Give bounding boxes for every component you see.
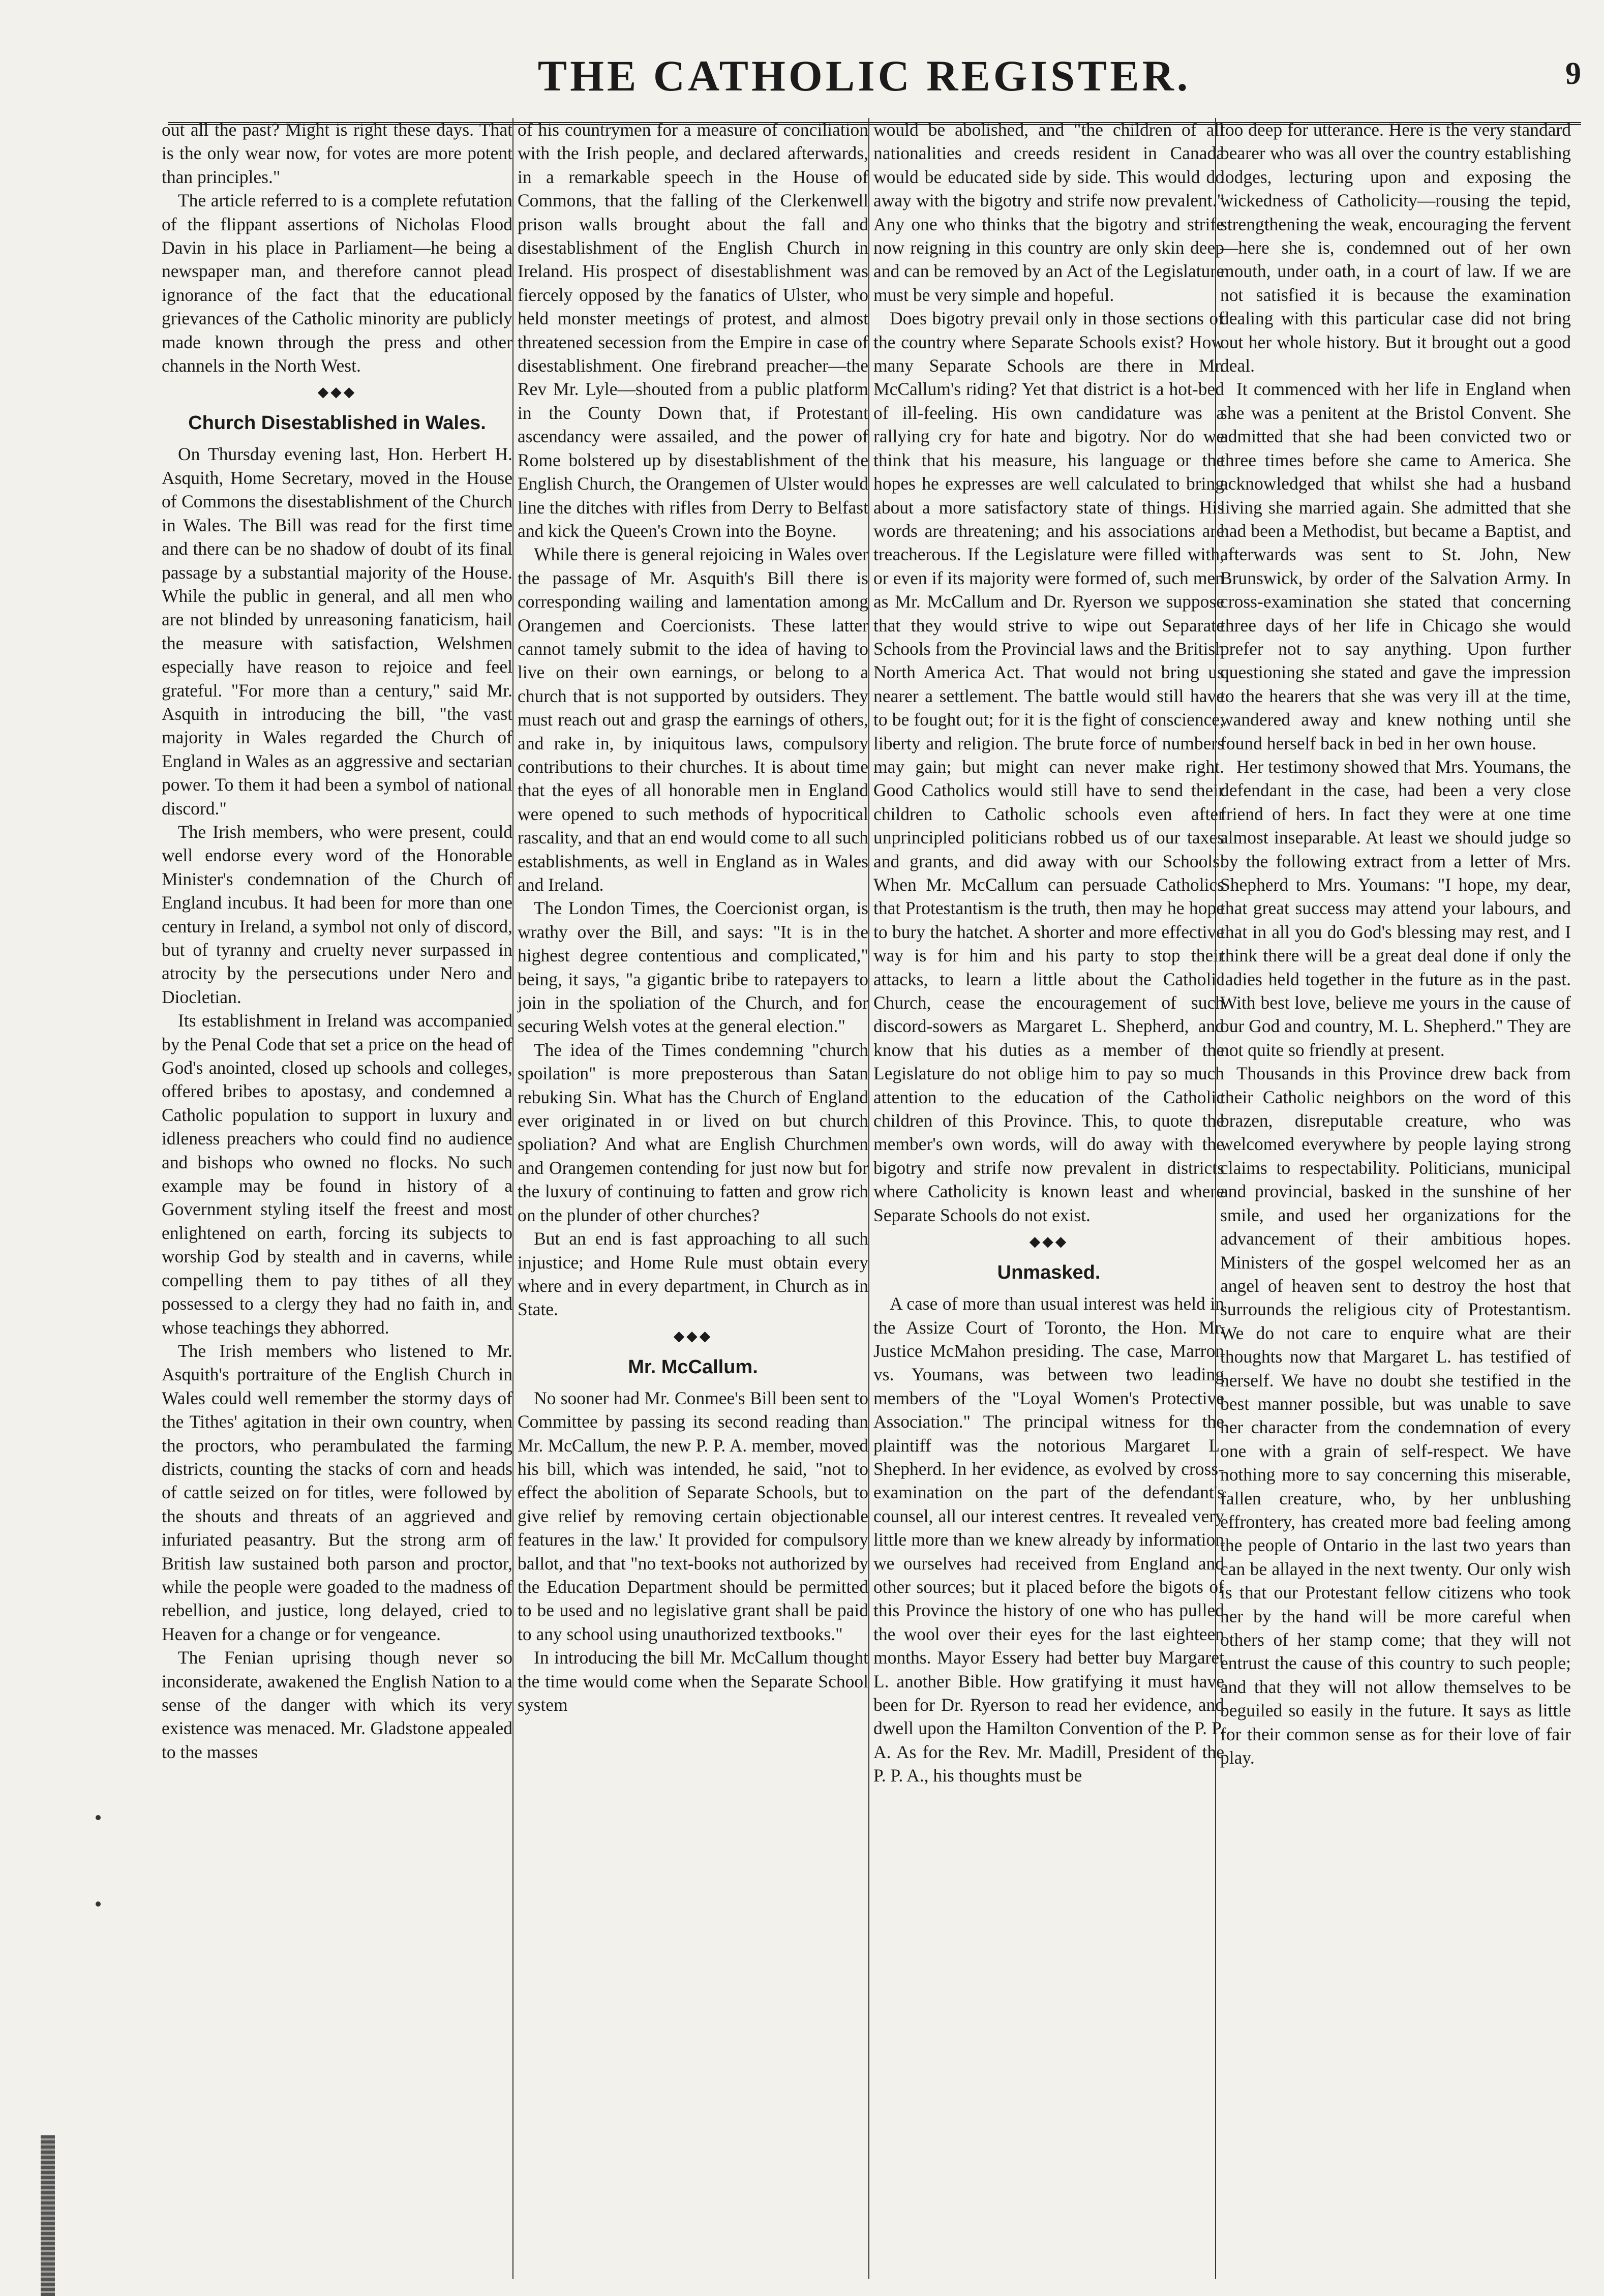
column-4 — [1220, 118, 1571, 1769]
article-headline: Mr. McCallum. — [628, 1356, 758, 1378]
article-paragraph: The Fenian uprising though never so inconsiderate, awakened the English Nation to a sense of the danger with which its very existence was menaced. Mr. Gladstone appealed to the masses — [162, 1647, 512, 1762]
newspaper-title: THE CATHOLIC REGISTER. — [537, 51, 1191, 100]
scan-edge-artifact — [41, 2135, 55, 2296]
column-2 — [518, 118, 868, 1716]
column-rule — [512, 118, 513, 2279]
article-paragraph: The article referred to is a complete refutation of the flippant assertions of Nicholas Flood Davin in his place in Parliament—he being a newspaper man, and therefore cannot plead ignorance of the fact that the educational grievances of the Catholic minority are publicly made known through the press and other channels in the North West. — [162, 190, 512, 376]
article-paragraph: The idea of the Times condemning "church spoilation" is more preposterous than Satan rebuking Sin. What has the Church of England ever originated in or lived on but church spoliation? And what are English Churchmen and Orangemen contending for just now but for the luxury of continuing to fatten and grow rich on the plunder of other churches? — [518, 1039, 868, 1225]
article-paragraph: Her testimony showed that Mrs. Youmans, the defendant in the case, had been a very close friend of hers. In fact they were at one time almost inseparable. At least we should judge so by the following extract from a letter of Mrs. Shepherd to Mrs. Youmans: "I hope, my dear, that great success may attend your labours, and that in all you do God's blessing may rest, and I think there will be a great deal done if only the ladies held together in the future as in the past. With best love, believe me yours in the cause of our God and country, M. L. Shepherd." They are not quite so friendly at present. — [1220, 756, 1571, 1060]
article-headline: Church Disestablished in Wales. — [188, 412, 486, 434]
article-paragraph: out all the past? Might is right these days. That is the only wear now, for votes are more potent than principles." — [162, 119, 512, 187]
section-divider-ornament: ◆◆◆ — [673, 1328, 713, 1344]
article-paragraph: Thousands in this Province drew back from their Catholic neighbors on the word of this brazen, disreputable creature, who was welcomed everywhere by people laying strong claims to respectability. Politicians, municipal and provincial, basked in the sunshine of her smile, and used her organizations for the advancement of their ambitious hopes. Ministers of the gospel welcomed her as an angel of heaven sent to destroy the host that surrounds the religious city of Protestantism. We do not care to enquire what are their thoughts now that Margaret L. has testified of herself. We have no doubt she testified in the best manner possible, but was unable to save her character from the condemnation of every one with a grain of self-respect. We have nothing more to say concerning this miserable, fallen creature, who, by her unblushing effrontery, has created more bad feeling among the people of Ontario in the last two years than can be allayed in the next twenty. Our only wish is that our Protestant fellow citizens who took her by the hand will be more careful when others of her stamp come; that they will not entrust the cause of this country to such people; and that they will not allow themselves to be beguiled so easily in the future. It says as little for their common sense as for their love of fair play. — [1220, 1063, 1571, 1768]
article-paragraph: A case of more than usual interest was held in the Assize Court of Toronto, the Hon. Mr. Justice McMahon presiding. The case, Marron vs. Youmans, was between two leading members of the "Loyal Women's Protective Association." The principal witness for the plaintiff was the notorious Margaret L. Shepherd. In her evidence, as evolved by cross-examination on the part of the defendant's counsel, all our interest centres. It revealed very little more than we knew already by information we ourselves had received from England and other sources; but it placed before the bigots of this Province the history of one who has pulled the wool over their eyes for the last eighteen months. Mayor Essery had better buy Margaret L. another Bible. How gratifying it must have been for Dr. Ryerson to read her evidence, and dwell upon the Hamilton Convention of the P. P. A. As for the Rev. Mr. Madill, President of the P. P. A., his thoughts must be — [873, 1293, 1224, 1786]
article-paragraph: In introducing the bill Mr. McCallum thought the time would come when the Separate School system — [518, 1647, 868, 1715]
article-paragraph: The Irish members who listened to Mr. Asquith's portraiture of the English Church in Wales could well remember the stormy days of the Tithes' agitation in their own country, when the proctors, who perambulated the farming districts, counting the stacks of corn and heads of cattle seized on for titles, were followed by the shouts and threats of an aggrieved and infuriated peasantry. But the strong arm of British law sustained both parson and proctor, while the people were goaded to the madness of rebellion, and justice, long delayed, cried to Heaven for a change or for vengeance. — [162, 1340, 512, 1644]
section-divider-ornament: ◆◆◆ — [317, 384, 357, 401]
article-headline: Unmasked. — [997, 1262, 1101, 1284]
article-paragraph: On Thursday evening last, Hon. Herbert H. Asquith, Home Secretary, moved in the House of Commons the disestablishment of the Church in Wales. The Bill was read for the first time and there can be no shadow of doubt of its final passage by a substantial majority of the House. While the public in general, and all men who are not blinded by unreasoning fanaticism, hail the measure with satisfaction, Welshmen especially have reason to rejoice and feel grateful. "For more than a century," said Mr. Asquith in introducing the bill, "the vast majority in Wales regarded the Church of England in Wales as an aggressive and sectarian power. To them it had been a symbol of national discord." — [162, 444, 512, 819]
article-paragraph: Its establishment in Ireland was accompanied by the Penal Code that set a price on the head of God's anointed, closed up schools and colleges, offered bribes to apostasy, and condemned a Catholic population to support in luxury and idleness preachers who could find no audience and bishops who owned no flocks. No such example may be found in history of a Government styling itself the freest and most enlightened on earth, forcing its subjects to worship God by stealth and in caverns, while compelling them to pay tithes of all they possessed to a clergy they had no faith in, and whose teachings they abhorred. — [162, 1010, 512, 1338]
article-paragraph: The Irish members, who were present, could well endorse every word of the Honorable Minister's condemnation of the Church of England incubus. It had been for more than one century in Ireland, a symbol not only of discord, but of tyranny and cruelty never surpassed in atrocity by the persecutions under Nero and Diocletian. — [162, 821, 512, 1007]
column-3 — [873, 118, 1224, 1788]
article-paragraph: would be abolished, and "the children of all nationalities and creeds resident in Canada would be educated side by side. This would do away with the bigotry and strife now prevalent." Any one who thinks that the bigotry and strife now reigning in this country are only skin deep and can be removed by an Act of the Legislature must be very simple and hopeful. — [873, 119, 1224, 305]
article-paragraph: But an end is fast approaching to all such injustice; and Home Rule must obtain every where and in every department, in Church as in State. — [518, 1228, 868, 1320]
page-number: 9 — [1565, 56, 1581, 91]
column-rule — [1215, 118, 1216, 2279]
article-paragraph: of his countrymen for a measure of conciliation with the Irish people, and declared afterwards, in a remarkable speech in the House of Commons, that the falling of the Clerkenwell prison walls brought about the fall and disestablishment of the English Church in Ireland. His prospect of disestablishment was fiercely opposed by the fanatics of Ulster, who held monster meetings of protest, and almost threatened secession from the Empire in case of disestablishment. One firebrand preacher—the Rev Mr. Lyle—shouted from a public platform in the County Down that, if Protestant ascendancy were assailed, and the power of Rome bolstered up by disestablishment of the English Church, the Orangemen of Ulster would line the ditches with rifles from Derry to Belfast and kick the Queen's Crown into the Boyne. — [518, 119, 868, 541]
article-paragraph: The London Times, the Coercionist organ, is wrathy over the Bill, and says: "It is in the highest degree contentious and complicated," being, it says, "a gigantic bribe to ratepayers to join in the spoliation of the Church, and for securing Welsh votes at the general election." — [518, 898, 868, 1037]
column-rule — [868, 118, 869, 2279]
article-paragraph: Does bigotry prevail only in those sections of the country where Separate Schools exist? How many Separate Schools are there in Mr. McCallum's riding? Yet that district is a hot-bed of ill-feeling. His own candidature was a rallying cry for hate and bigotry. Nor do we think that his measure, his language or the hopes he expresses are well calculated to bring about a more satisfactory state of things. His words are threatening; and his associations are treacherous. If the Legislature were filled with, or even if its majority were formed of, such men as Mr. McCallum and Dr. Ryerson we suppose that they would strive to wipe out Separate Schools from the Provincial laws and the British North America Act. That would not bring us nearer a settlement. The battle would still have to be fought out; for it is the fight of conscience, liberty and religion. The brute force of numbers may gain; but might can never make right. Good Catholics would still have to send their children to Catholic schools even after unprincipled politicians robbed us of our taxes and grants, and did away with our Schools. When Mr. McCallum can persuade Catholics that Protestantism is the truth, then may he hope to bury the hatchet. A shorter and more effective way is for him and his party to stop their attacks, to learn a little about the Catholic Church, cease the encouragement of such discord-sowers as Margaret L. Shepherd, and know that his duties as a member of the Legislature do not oblige him to pay so much attention to the education of the Catholic children of this Province. This, to quote the member's own words, will do away with the bigotry and strife now prevalent in districts where Catholicity is known least and where Separate Schools do not exist. — [873, 308, 1224, 1225]
masthead — [163, 29, 1581, 106]
article-paragraph: too deep for utterance. Here is the very standard bearer who was all over the country establishing lodges, lecturing upon and exposing the wickedness of Catholicity—rousing the tepid, strengthening the weak, encouraging the fervent—here she is, condemned out of her own mouth, under oath, in a court of law. If we are not satisfied it is because the examination dealing with this particular case did not bring out her whole history. But it brought out a good deal. — [1220, 119, 1571, 376]
scan-speck — [96, 1901, 101, 1907]
scan-speck — [96, 1815, 101, 1820]
article-paragraph: No sooner had Mr. Conmee's Bill been sent to Committee by passing its second reading than Mr. McCallum, the new P. P. A. member, moved his bill, which was intended, he said, "not to effect the abolition of Separate Schools, but to give relief by removing certain objectionable features in the law.' It provided for compulsory ballot, and that "no text-books not authorized by the Education Department should be permitted to be used and no legislative grant shall be paid to any school using unauthorized textbooks." — [518, 1387, 868, 1644]
column-1 — [162, 118, 512, 1764]
article-paragraph: It commenced with her life in England when she was a penitent at the Bristol Convent. She admitted that she had been convicted two or three times before she came to America. She acknowledged that whilst she had a husband living she married again. She admitted that she had been a Methodist, but became a Baptist, and afterwards was sent to St. John, New Brunswick, by order of the Salvation Army. In cross-examination she stated that concerning three days of her life in Chicago she would prefer not to say anything. Upon further questioning she stated and gave the impression to the hearers that she was very ill at the time, wandered away and knew nothing until she found herself back in bed in her own house. — [1220, 379, 1571, 753]
article-paragraph: While there is general rejoicing in Wales over the passage of Mr. Asquith's Bill there is corresponding wailing and lamentation among Orangemen and Coercionists. These latter cannot tamely submit to the idea of having to live on their own earnings, or belong to a church that is not supported by outsiders. They must reach out and grasp the earnings of others, and rake in, by iniquitous laws, compulsory contributions to their churches. It is about time that the eyes of all honorable men in England were opened to such methods of hypocritical rascality, and that an end would come to all such establishments, as well in England as in Wales and Ireland. — [518, 544, 868, 895]
section-divider-ornament: ◆◆◆ — [1029, 1234, 1069, 1250]
